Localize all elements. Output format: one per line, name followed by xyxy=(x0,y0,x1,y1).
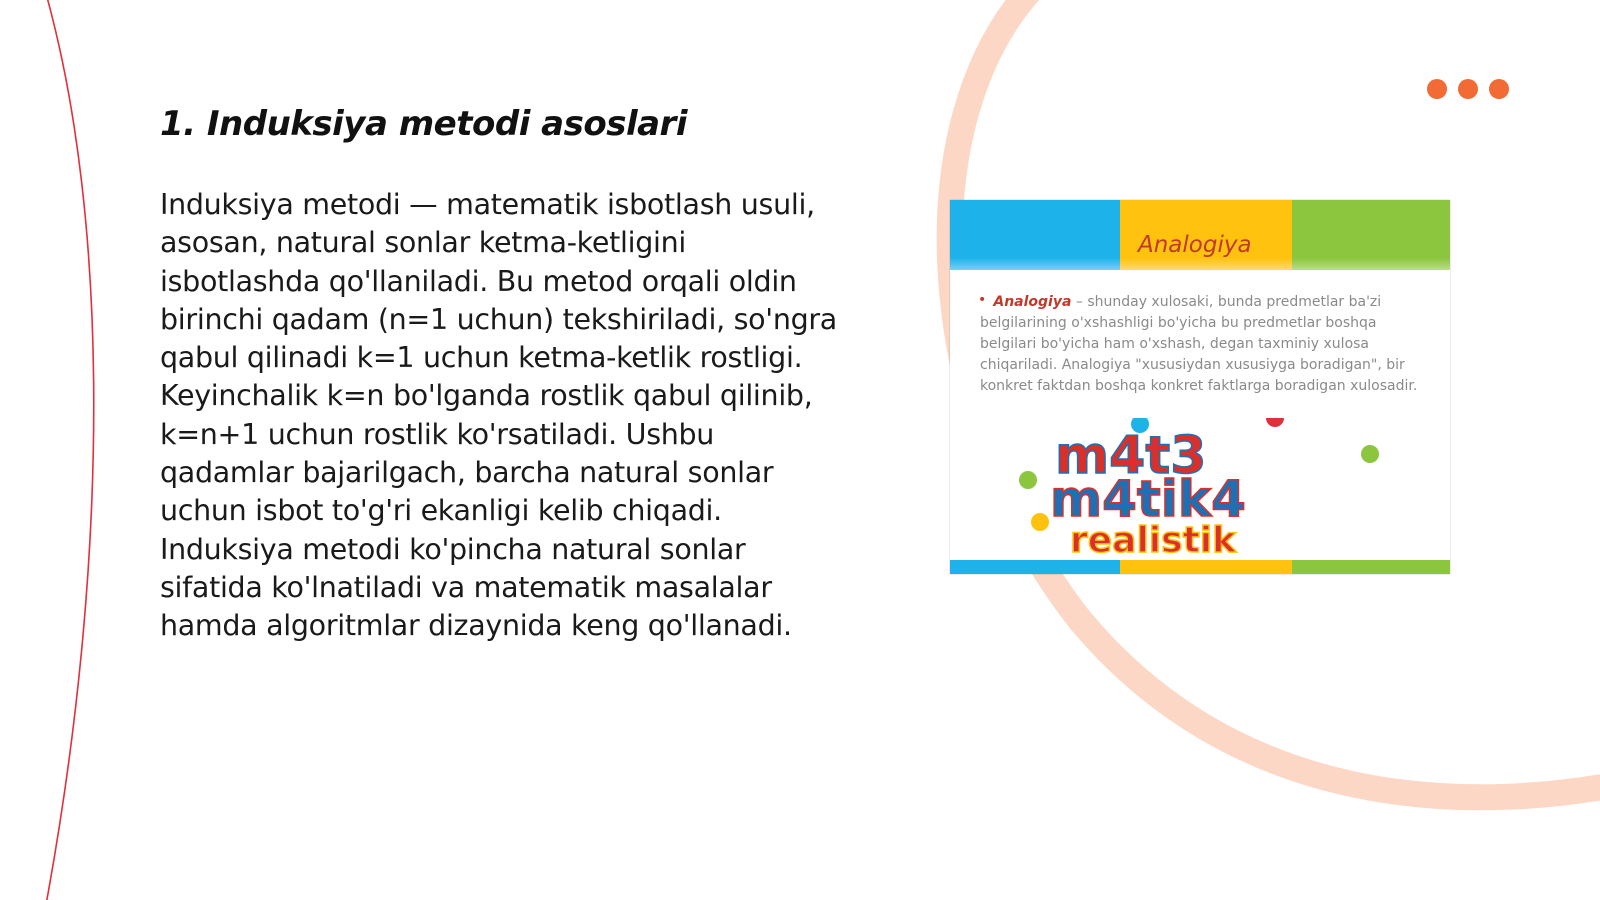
bullet-icon: • xyxy=(978,292,987,308)
wordart-line-3: realistik xyxy=(1070,520,1237,558)
picture-heading: Analogiya xyxy=(1138,232,1252,258)
picture-footer-bands xyxy=(950,560,1450,574)
dot xyxy=(1489,79,1509,99)
bullet-term: Analogiya xyxy=(993,294,1072,310)
red-edge-line xyxy=(45,0,94,900)
slide-title: 1. Induksiya metodi asoslari xyxy=(160,104,687,144)
dot xyxy=(1458,79,1478,99)
blue-band xyxy=(950,560,1120,574)
wordart-line-1: m4t3 xyxy=(1055,426,1207,486)
matematika-wordart xyxy=(1010,418,1430,558)
wordart-line-2: m4tik4 xyxy=(1050,470,1246,528)
picture-bullet xyxy=(980,292,1435,397)
analogiya-slide-picture xyxy=(950,200,1450,574)
header-fade xyxy=(950,258,1450,288)
times-circle-icon xyxy=(1361,445,1379,463)
plus-circle-icon xyxy=(1019,471,1037,489)
bullet-text: – shunday xulosaki, bunda predmetlar ba'zi belgilarining o'xshashligi bo'yicha bu predmetlar boshqa belgilari bo'yicha ham o'xshash, degan taxminiy xulosa chiqariladi. Analogiya "xususiydan xususiyga boradigan", bir konkret faktdan boshqa konkret faktlarga boradigan xulosadir. xyxy=(980,294,1418,394)
divide-circle-icon xyxy=(1266,418,1284,427)
dot xyxy=(1427,79,1447,99)
green-band xyxy=(1292,560,1450,574)
minus-circle-icon xyxy=(1031,513,1049,531)
slide-body-text: Induksiya metodi — matematik isbotlash usuli, asosan, natural sonlar ketma-ketligini isbotlashda qo'llaniladi. Bu metod orqali oldin birinchi qadam (n=1 uchun) tekshiriladi, so'ngra qabul qilinadi k=1 uchun ketma-ketlik rostligi. Keyinchalik k=n bo'lganda rostlik qabul qilinib, k=n+1 uchun rostlik ko'rsatiladi. Ushbu qadamlar bajarilgach, barcha natural sonlar uchun isbot to'g'ri ekanligi kelib chiqadi. Induksiya metodi ko'pincha natural sonlar sifatida ko'lnatiladi va matematik masalalar hamda algoritmlar dizaynida keng qo'llanadi. xyxy=(160,188,837,643)
menu-dots-icon xyxy=(1427,79,1509,99)
yellow-band xyxy=(1120,560,1292,574)
